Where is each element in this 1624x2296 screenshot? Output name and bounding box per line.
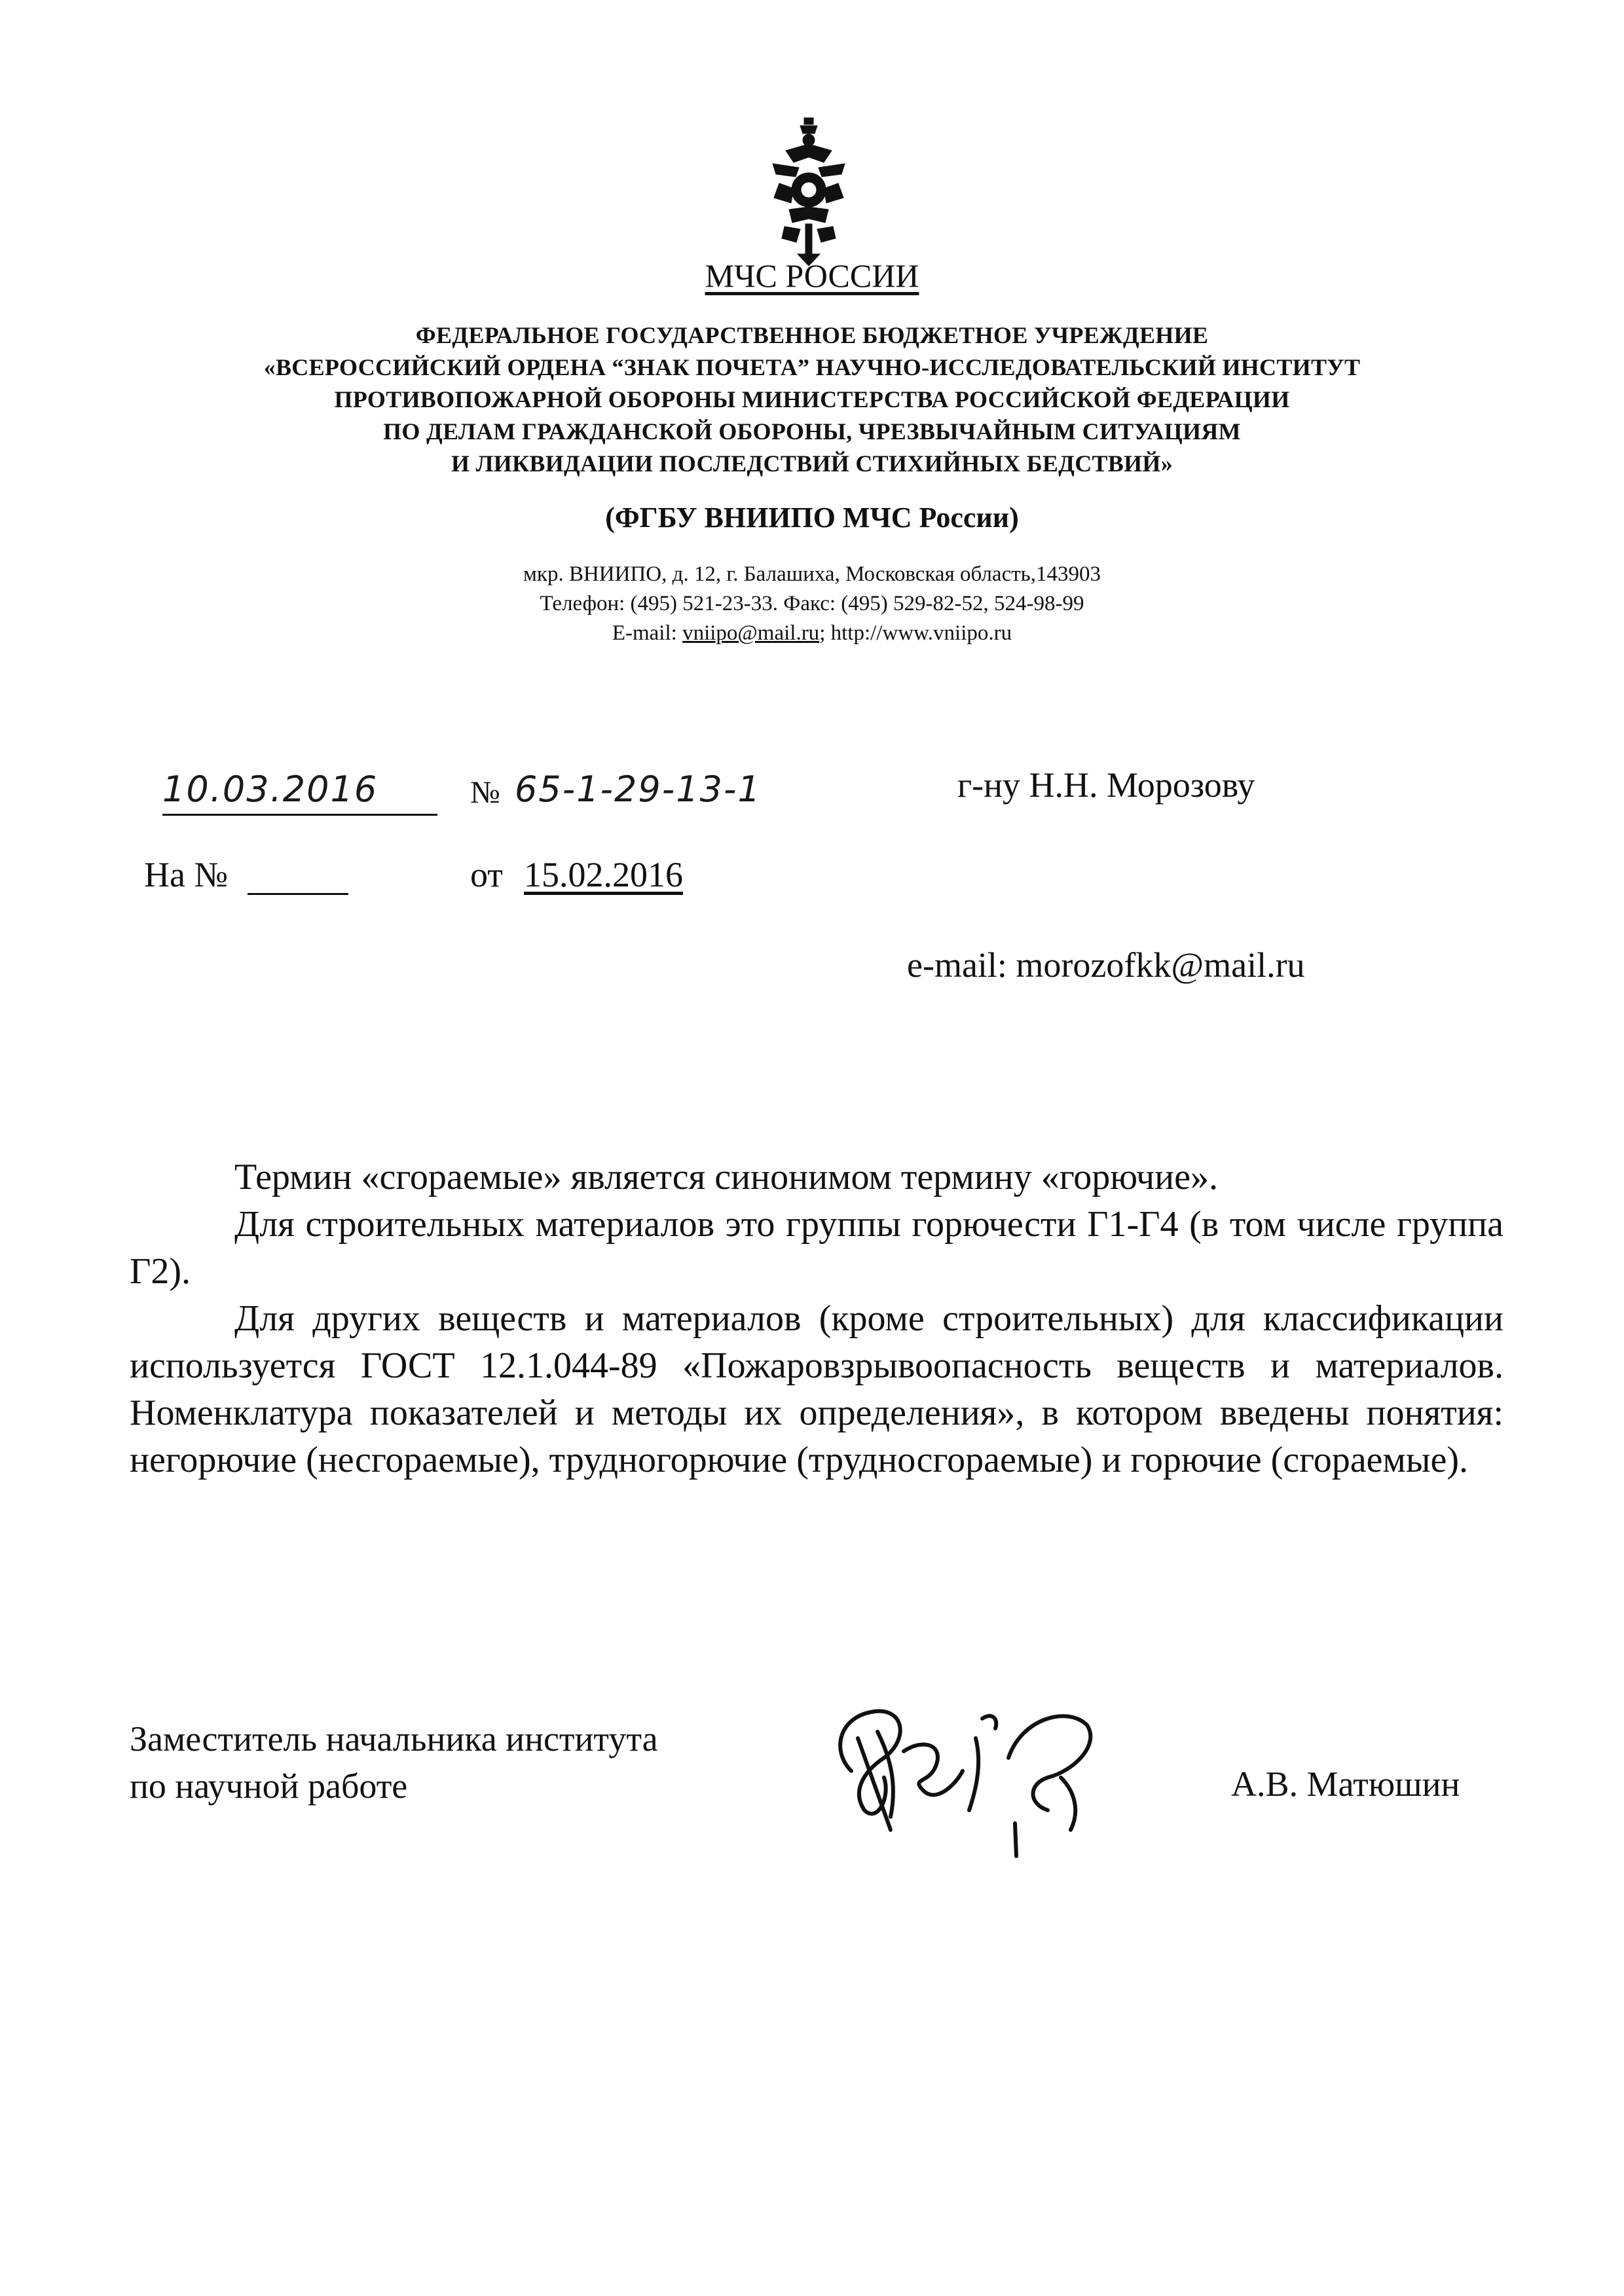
signatory-title: [130, 1715, 658, 1810]
recipient-email: e-mail: morozofkk@mail.ru: [907, 945, 1305, 985]
reference-date-label: от: [470, 855, 503, 894]
body-paragraph: Для других веществ и материалов (кроме строительных) для классификации используется ГОСТ 12.1.044-89 «Пожаровзрывоопасность веществ и материалов. Номенклатура показателей и методы их определения», в котором введены понятия: негорючие (несгораемые), трудногорючие (трудносгораемые) и горючие (сгораемые).: [130, 1298, 1504, 1480]
signatory-title-line: по научной работе: [130, 1766, 408, 1806]
signatory-name: А.В. Матюшин: [1231, 1764, 1460, 1804]
org-line: И ЛИКВИДАЦИИ ПОСЛЕДСТВИЙ СТИХИЙНЫХ БЕДСТВИЙ»: [451, 450, 1173, 477]
letter-body: [130, 1154, 1504, 1484]
org-line: ПО ДЕЛАМ ГРАЖДАНСКОЙ ОБОРОНЫ, ЧРЕЗВЫЧАЙНЫМ СИТУАЦИЯМ: [383, 418, 1241, 445]
organization-name: [0, 319, 1624, 480]
outgoing-date-field: [162, 763, 437, 816]
ministry-title: МЧС РОССИИ: [705, 257, 919, 294]
org-line: «ВСЕРОССИЙСКИЙ ОРДЕНА “ЗНАК ПОЧЕТА” НАУЧНО-ИССЛЕДОВАТЕЛЬСКИЙ ИНСТИТУТ: [263, 354, 1361, 380]
email-label: E-mail:: [612, 621, 683, 645]
reference-number-blank: [248, 893, 348, 895]
organization-abbreviation: (ФГБУ ВНИИПО МЧС России): [605, 501, 1019, 534]
contact-block: [0, 560, 1624, 648]
reference-date: 15.02.2016: [524, 855, 683, 894]
outgoing-number-field: [511, 763, 851, 814]
org-line: ПРОТИВОПОЖАРНОЙ ОБОРОНЫ МИНИСТЕРСТВА РОССИЙСКОЙ ФЕДЕРАЦИИ: [334, 386, 1290, 412]
email-link[interactable]: vniipo@mail.ru: [682, 621, 820, 645]
outgoing-date: 10.03.2016: [162, 769, 378, 810]
outgoing-number: 65-1-29-13-1: [515, 769, 762, 810]
signatory-title-line: Заместитель начальника института: [130, 1719, 658, 1758]
body-paragraph: Термин «сгораемые» является синонимом термину «горючие».: [234, 1157, 1218, 1197]
address: мкр. ВНИИПО, д. 12, г. Балашиха, Московская область,143903: [523, 562, 1101, 586]
email-website-line: [0, 619, 1624, 648]
emercom-emblem-icon: [760, 111, 858, 268]
website: ; http://www.vniipo.ru: [819, 621, 1012, 645]
handwritten-signature: [812, 1679, 1120, 1863]
recipient-name: г-ну Н.Н. Морозову: [957, 765, 1255, 805]
reference-number-label: На №: [144, 855, 228, 894]
phones: Телефон: (495) 521-23-33. Факс: (495) 529-82-52, 524-98-99: [540, 592, 1084, 615]
org-line: ФЕДЕРАЛЬНОЕ ГОСУДАРСТВЕННОЕ БЮДЖЕТНОЕ УЧРЕЖДЕНИЕ: [415, 322, 1209, 348]
body-paragraph: Для строительных материалов это группы горючести Г1-Г4 (в том числе группа Г2).: [130, 1204, 1504, 1292]
number-label: №: [470, 775, 500, 810]
